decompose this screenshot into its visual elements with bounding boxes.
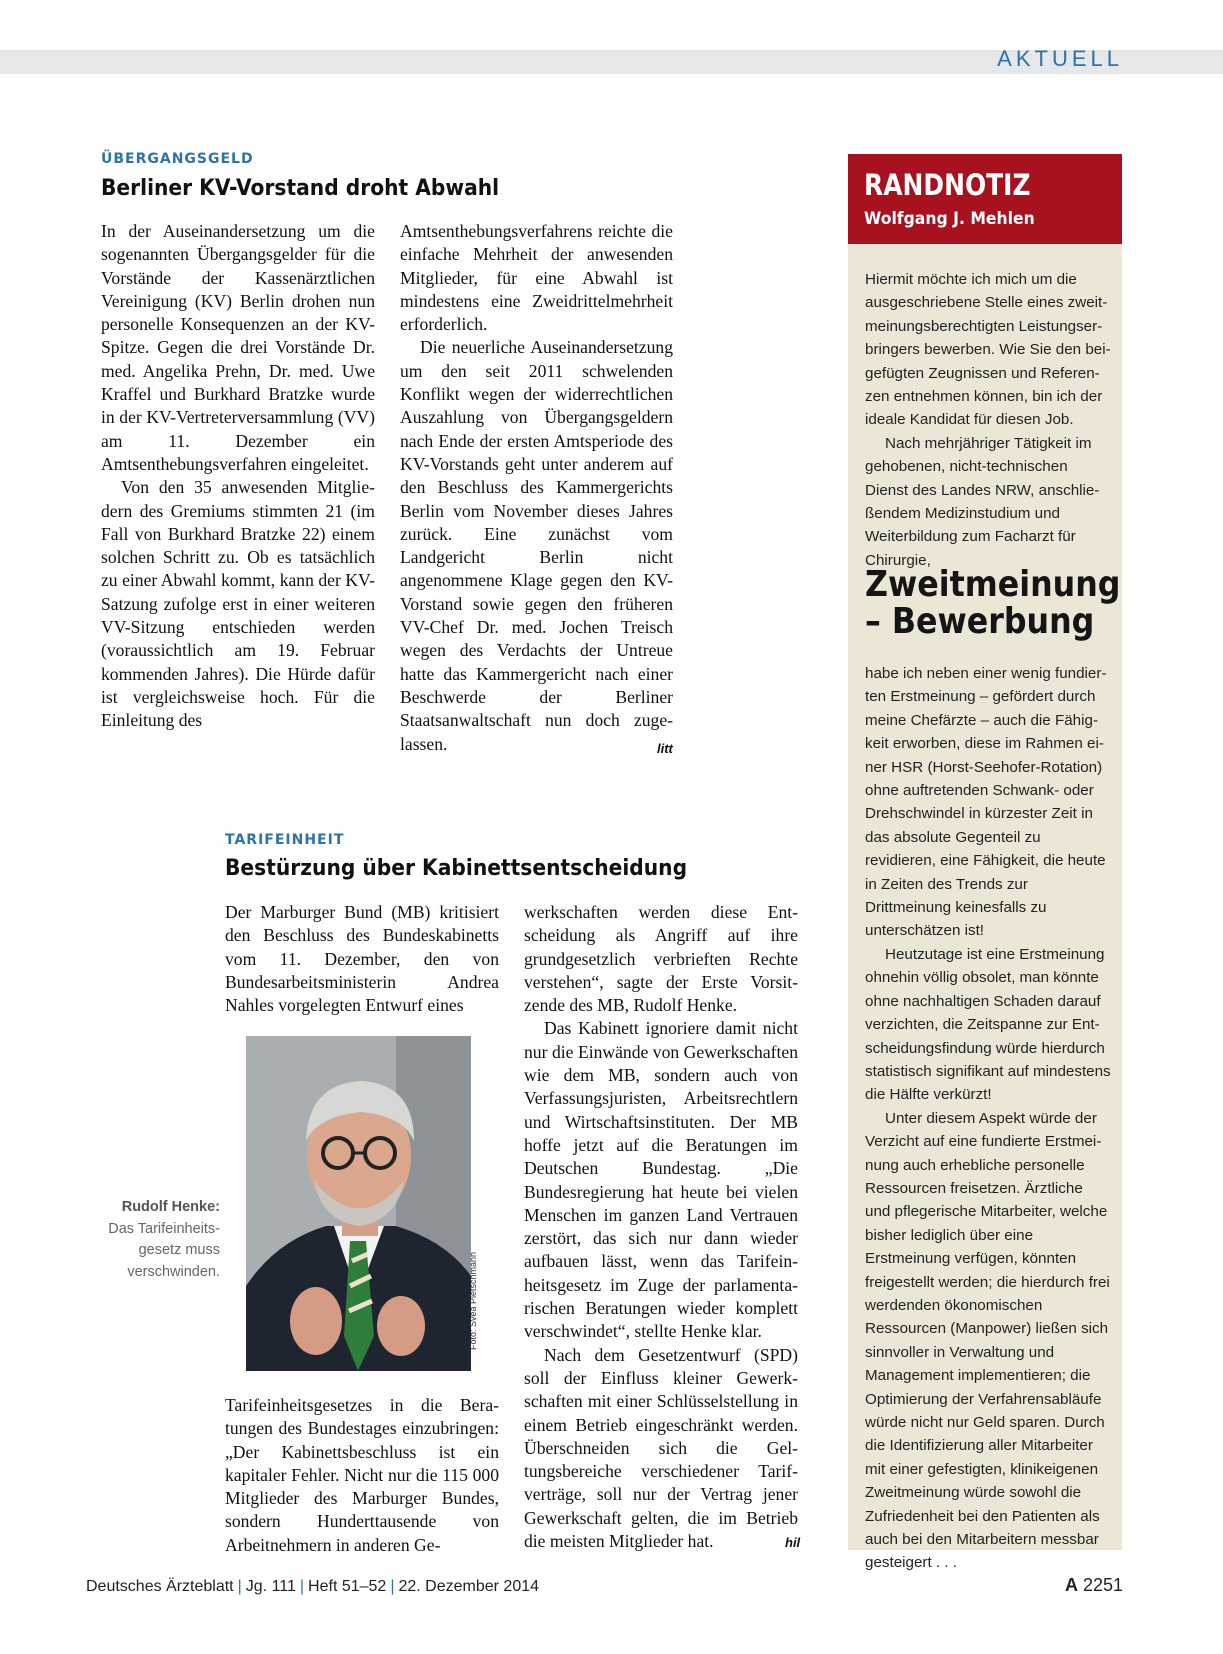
rudolf-henke-photo xyxy=(246,1036,471,1371)
article2-column2 xyxy=(524,901,801,1553)
caption-text: Das Tarifeinheitsgesetz muss verschwinden. xyxy=(108,1220,220,1280)
article2-title: Bestürzung über Kabinettsentscheidung xyxy=(225,856,688,881)
article2-col2-paragraph: werkschaften werden diese Entscheidung als Angriff auf ihre grundgesetzlich verbrieften Rechte verstehen“, sagte der Erste Vorsitzende des MB, Rudolf Henke. xyxy=(524,902,798,1016)
sidebar-text-bottom xyxy=(865,662,1111,1575)
article2-col2-paragraph: Das Kabinett ignoriere damit nicht nur die Einwände von Gewerkschaften wie dem MB, sondern auch von Verfassungsjuristen, Arbeitsrechtlern und Wirtschaftsinstituten. Der MB hoffe jetzt auf die Beratungen im Deutschen Bundestag. „Die Bundesregierung hat heute bei vielen Menschen im ganzen Land Vertrauen zerstört, das sich nur dann wieder aufbauen lässt, wenn das Tarifeinheitsgesetz im Zuge der parlamentarischen Beratungen wieder komplett verschwindet“, stellte Henke klar. xyxy=(524,1018,798,1342)
sidebar-paragraph: Heutzutage ist eine Erstmeinung ohnehin völlig obsolet, man könnte ohne nachhaltigen Schaden darauf verzichten, die Zeitspanne zur Entscheidungsfindung würde hierdurch statistisch signifikant auf mindestens die Hälfte verkürzt! xyxy=(865,945,1111,1104)
footer-citation: Deutsches Ärzteblatt | Jg. 111 | Heft 51–52 | 22. Dezember 2014 xyxy=(86,1578,540,1595)
sidebar-author: Wolfgang J. Mehlen xyxy=(864,209,1035,229)
sidebar-paragraph: Unter diesem Aspekt würde der Verzicht auf eine fundierte Erstmeinung auch erhebliche personelle Ressourcen freisetzen. Ärztliche und pflegerische Mitarbeiter, welche bisher lediglich über eine Erstmeinung verfügen, könnten freigestellt werden; die hierdurch frei werdenden ökonomischen Ressourcen (Manpower) ließen sich sinnvoller in Verwaltung und Management implementieren; die Optimierung der Verfahrensabläufe würde nicht nur Geld sparen. Durch die Identifizierung aller Mitarbeiter mit einer gefestigten, klinikeigenen Zweitmeinung würde sowohl die Zufriedenheit bei den Patienten als auch bei den Mitarbeitern messbar gesteigert . . . xyxy=(865,1109,1110,1572)
article1-col2-paragraph: Die neuerliche Auseinandersetzung um den seit 2011 schwelenden Konflikt wegen der widerrechtlichen Auszahlung von Übergangsgeldern nach Ende der ersten Amtsperiode des KV-Vorstands geht unter anderem auf den Beschluss des Kammergerichts Berlin vom November dieses Jahres zurück. Eine zunächst vom Landgericht Berlin nicht angenommene Klage gegen den KV-Vorstand sowie gegen den früheren VV-Chef Dr. med. Jochen Treisch wegen des Verdachts der Untreue hatte das Kammergericht nach einer Beschwerde der Berliner Staatsanwaltschaft nun doch zugelassen. xyxy=(400,337,673,754)
randnotiz-sidebar xyxy=(848,154,1122,1572)
article2-signature: hil xyxy=(785,1535,801,1550)
article2-kicker: TARIFEINHEIT xyxy=(225,832,345,848)
article1-signature: litt xyxy=(657,741,673,756)
article1-column1 xyxy=(101,220,375,733)
article1-kicker: ÜBERGANGSGELD xyxy=(101,151,254,167)
article1-title: Berliner KV-Vorstand droht Abwahl xyxy=(101,176,500,201)
photo-caption xyxy=(92,1197,220,1283)
sidebar-pull-line: – Bewerbung xyxy=(865,601,1095,642)
article2-col1-paragraph: Tarifeinheitsgesetzes in die Beratungen des Bundestages einzubringen: „Der Kabinettsbeschluss ist ein kapitaler Fehler. Nicht nur die 115 000 Mitglieder des Marburger Bundes, sondern Hunderttausende von Arbeitnehmern in anderen Ge- xyxy=(225,1395,499,1555)
caption-name: Rudolf Henke: xyxy=(121,1199,220,1215)
sidebar-pull-headline xyxy=(865,566,1120,640)
article1-col1-paragraph: Von den 35 anwesenden Mitgliedern des Gremiums stimmten 21 (im Fall von Burkhard Bratzke 22) einem solchen Schritt zu. Ob es tatsächlich zu einer Abwahl kommt, kann der KV-Satzung zufolge erst in einer weiteren VV-Sitzung entschieden werden (voraussichtlich am 19. Februar kommenden Jahres). Die Hürde dafür ist vergleichsweise hoch. Für die Einleitung des xyxy=(101,477,375,731)
sidebar-paragraph: Hiermit möchte ich mich um die ausgeschriebene Stelle eines zweitmeinungsberechtigten Leistungserbringers bewerben. Wie Sie den beigefügten Zeugnissen und Referenzen entnehmen können, bin ich der ideale Kandidat für diesen Job. xyxy=(865,271,1111,429)
sidebar-paragraph: Nach mehrjähriger Tätigkeit im gehobenen, nicht-technischen Dienst des Landes NRW, anschließendem Medizinstudium und Weiterbildung zum Facharzt für Chirurgie, xyxy=(865,434,1100,569)
article1-col2-paragraph: Amtsenthebungsverfahrens reichte die einfache Mehrheit der anwesenden Mitglieder, für eine Abwahl ist mindestens eine Zweidrittelmehrheit erforderlich. xyxy=(400,221,673,335)
sidebar-text-top xyxy=(865,268,1111,572)
sidebar-header xyxy=(848,154,1122,244)
footer-journal: Deutsches Ärzteblatt xyxy=(86,1578,234,1595)
page-number-value: 2251 xyxy=(1082,1575,1123,1595)
footer-issue: Heft 51–52 xyxy=(308,1578,387,1595)
page-number xyxy=(1065,1575,1123,1596)
article1-col1-paragraph: In der Auseinandersetzung um die sogenannten Übergangsgelder für die Vorstände der Kassenärztlichen Vereinigung (KV) Berlin drohen nun personelle Konsequenzen an der KV-Spitze. Gegen die drei Vorstände Dr. med. Angelika Prehn, Dr. med. Uwe Kraffel und Burkhard Bratzke wurde in der KV-Vertreterversammlung (VV) am 11. Dezember ein Amtsenthebungsverfahren eingeleitet. xyxy=(101,221,375,474)
article2-column1-top xyxy=(225,901,499,1017)
article2-col1-paragraph: Der Marburger Bund (MB) kritisiert den Beschluss des Bundeskabinetts vom 11. Dezember, den von Bundesarbeitsministerin Andrea Nahles vorgelegten Entwurf eines xyxy=(225,902,499,1016)
photo-credit: Foto: Svea Pietschmann xyxy=(468,1251,478,1350)
section-label: AKTUELL xyxy=(997,46,1123,71)
article1-column2 xyxy=(400,220,673,756)
sidebar-title: RANDNOTIZ xyxy=(864,168,1031,202)
sidebar-paragraph: habe ich neben einer wenig fundierten Erstmeinung – gefördert durch meine Chefärzte – auch die Fähigkeit erworben, diese im Rahmen einer HSR (Horst-Seehofer-Rotation) ohne auftretenden Schwank- oder Drehschwindel in kürzester Zeit in das absolute Gegenteil zu revidieren, eine Fähigkeit, die heute in Zeiten des Trends zur Drittmeinung keinesfalls zu unterschätzen ist! xyxy=(865,665,1107,940)
footer-volume: Jg. 111 xyxy=(245,1578,296,1595)
portrait-illustration xyxy=(246,1036,471,1371)
sidebar-pull-line: Zweitmeinung xyxy=(865,564,1121,605)
article2-column1-bottom xyxy=(225,1394,499,1557)
footer-date: 22. Dezember 2014 xyxy=(398,1578,540,1595)
article2-col2-paragraph: Nach dem Gesetzentwurf (SPD) soll der Einfluss kleiner Gewerkschaften mit einer Schlüsselstellung in einem Betrieb eingeschränkt werden. Überschneiden sich die Geltungsbereiche verschiedener Tarifverträge, soll nur der Vertrag jener Gewerkschaft gelten, die im Betrieb die meisten Mitglieder hat. xyxy=(524,1344,798,1552)
page-prefix: A xyxy=(1064,1575,1078,1595)
